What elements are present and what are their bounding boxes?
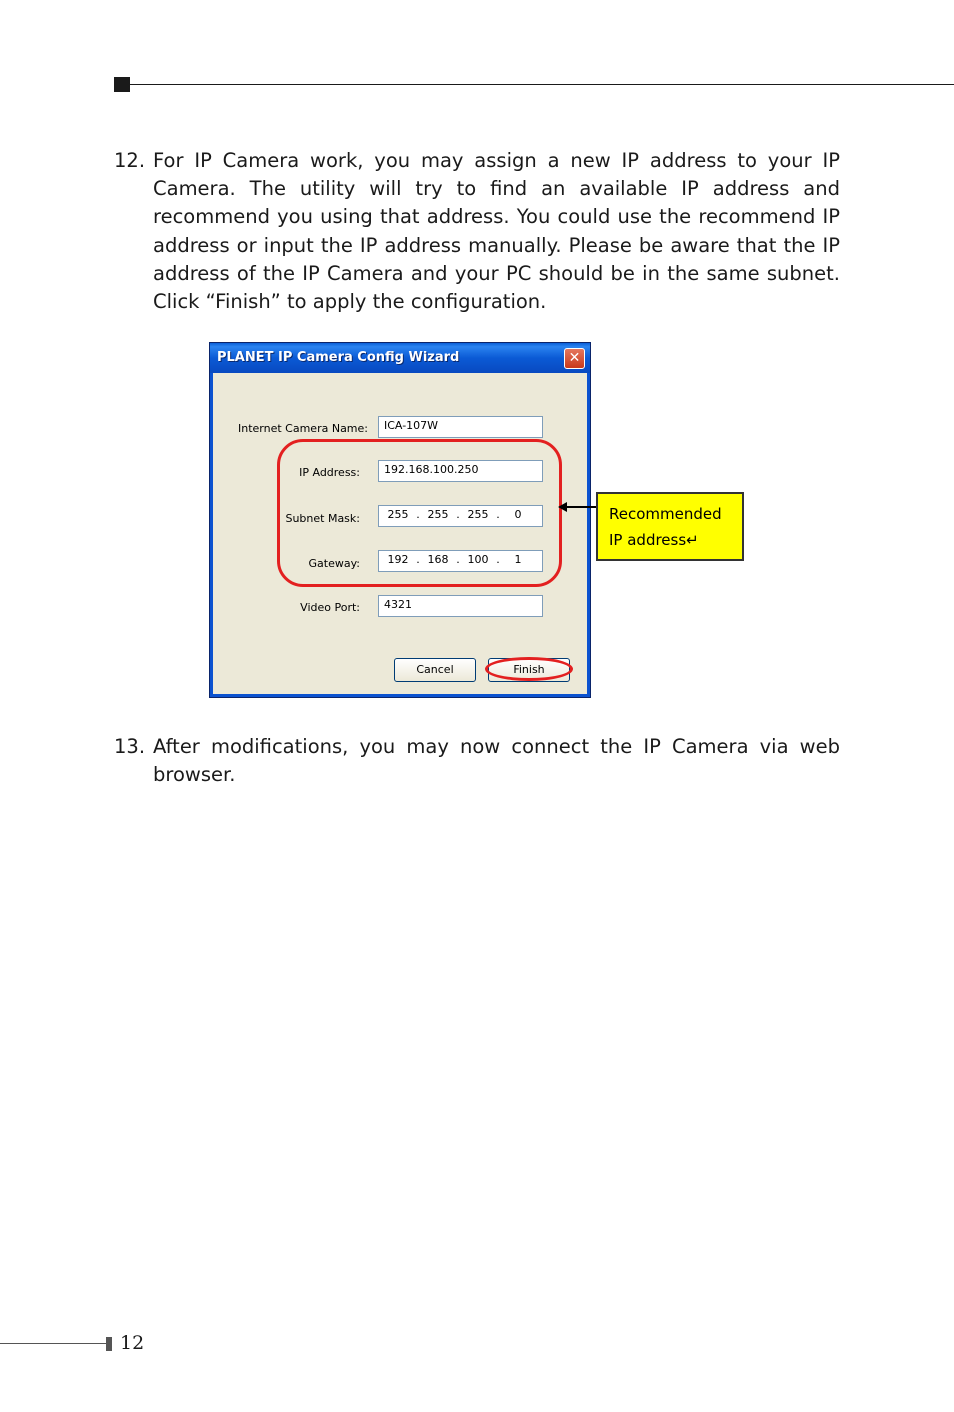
arrow-left-icon [558, 502, 567, 512]
step-number: 12. [114, 149, 146, 172]
gateway-label: Gateway: [308, 557, 360, 570]
octet-separator: . [416, 508, 420, 521]
page-number: 12 [120, 1332, 145, 1354]
finish-button[interactable]: Finish [488, 658, 570, 682]
gateway-octet: 100 [467, 553, 489, 566]
octet-separator: . [416, 553, 420, 566]
step-12 [114, 147, 840, 316]
step-number: 13. [114, 735, 146, 758]
gateway-octet: 1 [514, 553, 522, 566]
footer-rule [0, 1343, 106, 1344]
dialog-border-left [210, 373, 213, 697]
subnet-octet: 255 [387, 508, 409, 521]
gateway-octet: 192 [387, 553, 409, 566]
subnet-octet: 255 [427, 508, 449, 521]
header-rule [130, 84, 954, 85]
octet-separator: . [456, 508, 460, 521]
octet-separator: . [496, 553, 500, 566]
close-icon[interactable]: ✕ [564, 348, 585, 369]
finish-button-highlight [485, 657, 573, 681]
subnet-mask-label: Subnet Mask: [285, 512, 360, 525]
camera-name-label: Internet Camera Name: [238, 422, 368, 435]
callout-line-1: Recommended [609, 505, 722, 523]
gateway-octet: 168 [427, 553, 449, 566]
subnet-octet: 255 [467, 508, 489, 521]
dialog-border-bottom [210, 694, 590, 697]
video-port-input[interactable]: 4321 [378, 595, 543, 617]
step-text: For IP Camera work, you may assign a new IP address to your IP Camera. The utility will try to find an available IP address and recommend you using that address. You could use the recommend IP address or input the IP address manually. Please be aware that the IP address of the IP Camera and your PC should be in the same subnet. Click “Finish” to apply the configuration. [153, 149, 840, 314]
dialog-titlebar [210, 343, 590, 373]
ip-address-label: IP Address: [299, 466, 360, 479]
step-13 [114, 733, 840, 789]
recommended-ip-callout [596, 492, 744, 561]
ip-address-input[interactable]: 192.168.100.250 [378, 460, 543, 482]
video-port-label: Video Port: [300, 601, 360, 614]
dialog-title: PLANET IP Camera Config Wizard [217, 350, 460, 365]
footer-mark [106, 1337, 112, 1351]
step-text: After modifications, you may now connect the IP Camera via web browser. [153, 735, 840, 787]
header-square-mark [114, 77, 130, 92]
cancel-button[interactable]: Cancel [394, 658, 476, 682]
subnet-octet: 0 [514, 508, 522, 521]
octet-separator: . [456, 553, 460, 566]
recommended-ip-highlight [277, 439, 562, 587]
octet-separator: . [496, 508, 500, 521]
camera-name-input[interactable]: ICA-107W [378, 416, 543, 438]
callout-arrow-line [566, 506, 596, 508]
dialog-border-right [587, 373, 590, 697]
callout-line-2: IP address↵ [609, 531, 699, 549]
